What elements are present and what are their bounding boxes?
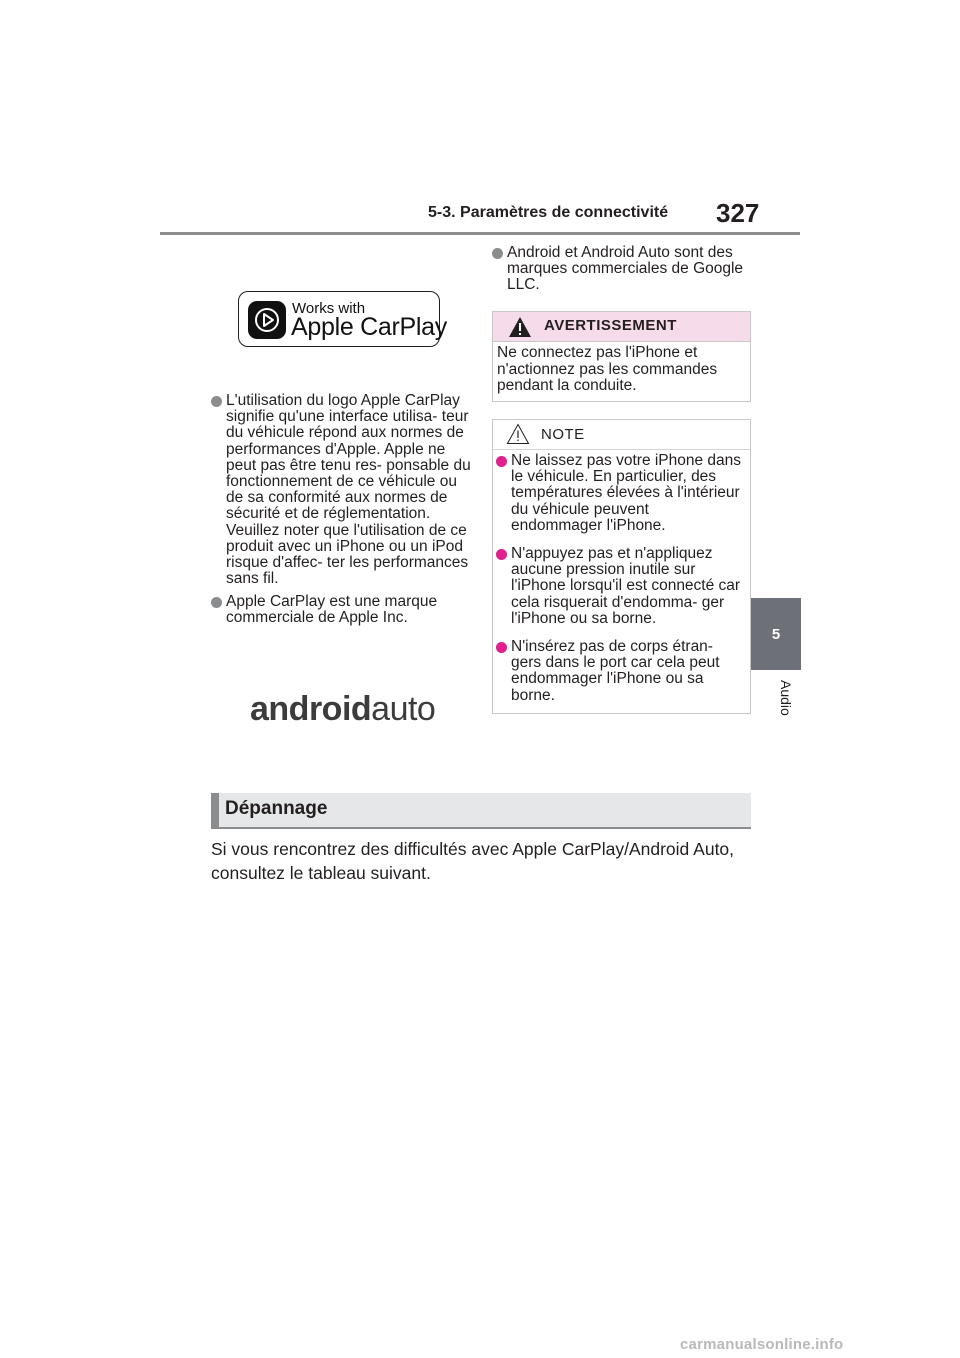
carplay-icon [248,301,286,339]
section-heading: Dépannage [225,798,328,819]
chapter-number: 5 [771,625,781,643]
note-item: Ne laissez pas votre iPhone dans le véhicule. En particulier, des températures élevées à l'intérieur du véhicule peuvent endommager l'iPhone. [511,453,743,534]
caution-icon [506,423,530,450]
section-heading-rule [211,827,751,829]
note-title: NOTE [541,426,585,443]
footer-watermark[interactable]: carmanualsonline.info [680,1336,844,1353]
android-auto-logo: androidauto [250,690,436,728]
bullet-android-trademark: Android et Android Auto sont des marques commerciales de Google LLC. [507,245,755,294]
note-item: N'appuyez pas et n'appliquez aucune pression inutile sur l'iPhone lorsqu'il est connecté car cela risquerait d'endomma- ger l'iPhone ou sa borne. [511,546,743,627]
warning-text: Ne connectez pas l'iPhone et n'actionnez pas les commandes pendant la conduite. [497,344,718,394]
section-heading-accent [211,793,219,827]
note-bullet-dot [496,642,507,653]
note-bullet-dot [496,549,507,560]
note-header [493,420,750,450]
bullet-dot [211,597,222,608]
carplay-logo-line1: Works with [292,300,366,317]
warning-icon [508,316,532,343]
note-item: N'insérez pas de corps étran- gers dans le port car cela peut endommager l'iPhone ou sa borne. [511,639,743,704]
bullet-carplay-trademark: Apple CarPlay est une marque commerciale de Apple Inc. [226,594,466,626]
bullet-dot [492,248,503,259]
note-bullet-dot [496,456,507,467]
bullet-dot [211,396,222,407]
header-rule [160,232,800,235]
chapter-label: Audio [778,680,794,716]
warning-title: AVERTISSEMENT [544,317,677,334]
section-title: 5-3. Paramètres de connectivité [428,204,669,221]
section-paragraph: Si vous rencontrez des difficultés avec Apple CarPlay/Android Auto, consultez le tableau suivant. [211,839,735,883]
bullet-carplay-logo: L'utilisation du logo Apple CarPlay signifie qu'une interface utilisa- teur du véhicule répond aux normes de performances d'Apple. Apple ne peut pas être tenu res- ponsable du fonctionnement de ce véhicule ou de sa conformité aux normes de sécurité et de réglementation. Veuillez noter que l'utilisation de ce produit avec un iPhone ou un iPod risque d'affec- ter les performances sans fil. [226,393,472,587]
chapter-tab[interactable] [751,598,801,670]
page-number: 327 [716,198,760,228]
carplay-logo-line2: Apple CarPlay [291,313,447,341]
